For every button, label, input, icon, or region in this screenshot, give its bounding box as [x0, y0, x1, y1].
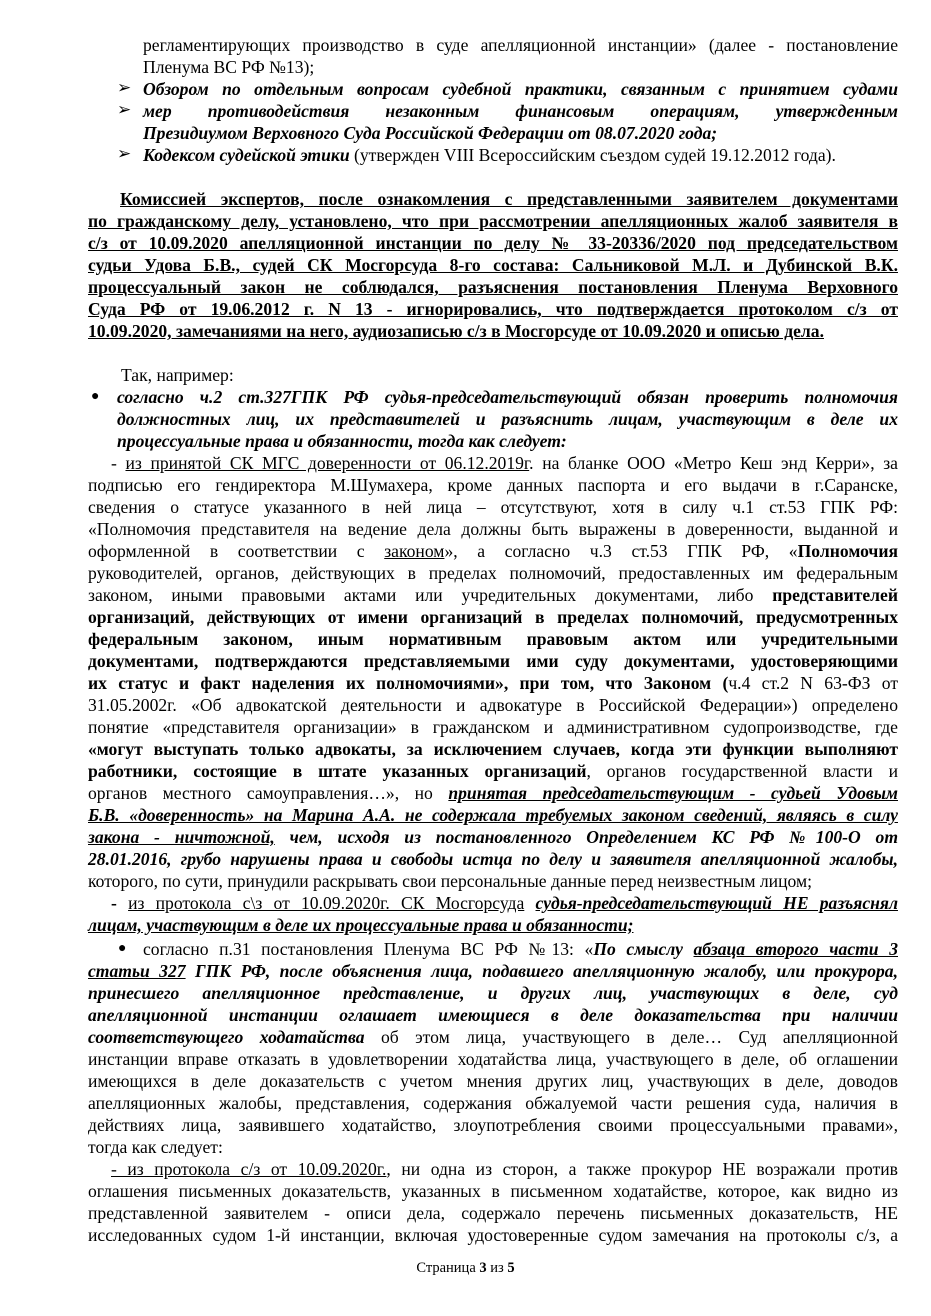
text-line: [88, 562, 898, 584]
text-line: [120, 188, 898, 210]
text-run: . на бланке ООО «Метро Кеш энд Керри», за: [529, 453, 898, 473]
text-line: [88, 606, 898, 628]
text-line: [88, 1026, 898, 1048]
text-run: закона - ничтожной,: [88, 827, 275, 847]
text-run: процессуальный закон не соблюдался, разъяснения постановления Пленума Верховного: [88, 277, 898, 297]
bullet-dot-icon: ●: [118, 941, 127, 956]
text-run: об этом лица, участвующего в деле… Суд апелляционной: [364, 1027, 899, 1047]
text-run: «могут выступать только адвокаты, за исключением случаев, когда эти функции выполняют: [88, 739, 898, 759]
text-run: из протокола с\з от 10.09.2020г. СК Мосгорсуда: [128, 893, 525, 913]
text-line: [111, 892, 898, 914]
text-run: Кодексом судейской этики: [143, 145, 350, 165]
text-run: согласно ч.2 ст.327ГПК РФ судья-председательствующий обязан проверить полномочия: [117, 387, 898, 407]
text-line: [88, 276, 898, 298]
text-run: действиях лица, заявившего ходатайство, злоупотребления своими процессуальными правами»,: [88, 1115, 898, 1135]
text-line: [88, 870, 812, 892]
text-run: Президиумом Верховного Суда Российской Федерации от 08.07.2020 года;: [143, 123, 718, 143]
text-run: », а согласно ч.3 ст.53 ГПК РФ, «: [444, 541, 798, 561]
text-run: абзаца второго части 3: [693, 939, 898, 959]
text-run: организаций, действующих от имени организаций в пределах полномочий, предусмотренных: [88, 607, 898, 627]
arrow-bullet-icon: ➢: [117, 78, 132, 97]
arrow-bullet-icon: ➢: [117, 144, 132, 163]
text-run: Так, например:: [121, 365, 234, 385]
text-line: [88, 1180, 898, 1202]
text-line: [88, 1070, 898, 1092]
text-run: судьи Удова Б.В., судей СК Мосгорсуда 8-го состава: Сальниковой М.Л. и Дубинской В.К.: [88, 255, 898, 275]
text-line: [143, 34, 898, 56]
text-run: органов местного самоуправления…», но: [88, 783, 449, 803]
text-run: -: [111, 893, 129, 913]
text-line: [88, 1048, 898, 1070]
text-run: - из протокола с/з от 10.09.2020г.: [111, 1159, 387, 1179]
text-line: [88, 848, 898, 870]
text-run: принятая председательствующим - судьей Удовым: [448, 783, 898, 803]
text-line: [117, 408, 898, 430]
text-run: Б.В. «доверенность» на Марина А.А. не содержала требуемых законом сведений, являясь в силу: [88, 805, 898, 825]
text-line: [88, 826, 898, 848]
text-run: апелляционной инстанции оглашает имеющиеся в деле доказательства при наличии: [88, 1005, 898, 1025]
text-line: [88, 518, 898, 540]
text-line: [88, 540, 898, 562]
text-run: Суда РФ от 19.06.2012 г. N 13 - игнорировались, что подтверждается протоколом с/з от: [88, 299, 898, 319]
text-line: [143, 144, 836, 166]
text-run: представителей: [772, 585, 898, 605]
text-run: 31.05.2002г. «Об адвокатской деятельности и адвокатуре в Российской Федерации») определено: [88, 695, 898, 715]
text-run: оглашения письменных доказательств, указанных в письменном ходатайстве, которое, как видно из: [88, 1181, 898, 1201]
text-line: [88, 210, 898, 232]
text-run: понятие «представителя организации» в гражданском и административном судопроизводстве, где: [88, 717, 898, 737]
text-line: [88, 738, 898, 760]
text-run: лицам, участвующим в деле их процессуальные права и обязанности;: [88, 915, 634, 935]
arrow-bullet-icon: ➢: [117, 100, 132, 119]
text-line: [143, 122, 717, 144]
bullet-dot-icon: ●: [91, 389, 100, 404]
text-run: руководителей, органов, действующих в пределах полномочий, предоставленных им федеральным: [88, 563, 898, 583]
text-line: [88, 496, 898, 518]
text-run: согласно п.31 постановления Пленума ВС РФ №13: «: [143, 939, 594, 959]
page-footer: [0, 1259, 931, 1277]
text-line: [111, 452, 898, 474]
footer-prefix: Страница: [416, 1260, 476, 1276]
text-line: [88, 1004, 898, 1026]
text-run: законом, иными правовыми актами или учредительных документами, либо: [88, 585, 773, 605]
text-run: судья-председательствующий НЕ разъяснял: [535, 893, 898, 913]
text-line: [143, 78, 898, 100]
text-line: [88, 804, 898, 826]
text-line: [88, 760, 898, 782]
text-line: [88, 1114, 898, 1136]
text-run: 28.01.2016, грубо нарушены права и свободы истца по делу и заявителя апелляционной жалобы,: [88, 849, 898, 869]
text-line: [111, 1158, 898, 1180]
text-run: Пленума ВС РФ №13);: [143, 57, 315, 77]
text-run: процессуальные права и обязанности, тогда как следует:: [117, 431, 567, 451]
text-run: их статус и факт наделения их полномочиями», при том, что Законом (: [88, 673, 729, 693]
text-line: [88, 298, 898, 320]
text-line: [88, 960, 898, 982]
text-run: (утвержден VIII Всероссийским съездом судей 19.12.2012 года).: [349, 145, 836, 165]
text-run: регламентирующих производство в суде апелляционной инстанции» (далее - постановление: [143, 35, 898, 55]
text-run: оформленной в соответствии с: [88, 541, 385, 561]
text-line: [88, 1136, 223, 1158]
text-run: чем, исходя из постановленного Определением КС РФ №100-О от: [274, 827, 898, 847]
text-line: [88, 474, 898, 496]
text-run: апелляционных жалобы, представления, содержания обжалуемой части решения суда, наличия в: [88, 1093, 898, 1113]
text-line: [143, 56, 314, 78]
text-run: инстанции вправе отказать в удовлетворении ходатайства лица, участвующего в деле, об оглашении: [88, 1049, 898, 1069]
text-run: исследованных судом 1-й инстанции, включая удостоверенные судом замечания на протоколы с/з, а: [88, 1225, 898, 1245]
text-run: принесшего апелляционное представление, и других лиц, участвующих в деле, суд: [88, 983, 898, 1003]
text-run: сведения о статусе указанного в ней лица – отсутствуют, хотя в силу ч.1 ст.53 ГПК РФ:: [88, 497, 898, 517]
text-run: имеющихся в деле доказательств с учетом мнения других лиц, участвующих в деле, доводов: [88, 1071, 898, 1091]
text-run: мер противодействия незаконным финансовым операциям, утвержденным: [143, 101, 898, 121]
text-run: ч.4 ст.2 N 63-ФЗ от: [728, 673, 899, 693]
text-line: [88, 584, 898, 606]
text-run: По смыслу: [593, 939, 694, 959]
text-run: Полномочия: [797, 541, 898, 561]
text-run: соответствующего ходатайства: [88, 1027, 365, 1047]
text-run: которого, по сути, принудили раскрывать свои персональные данные перед неизвестным лицом;: [88, 871, 812, 891]
text-line: [143, 938, 898, 960]
text-run: по гражданскому делу, установлено, что при рассмотрении апелляционных жалоб заявителя в: [88, 211, 898, 231]
text-run: статьи 327: [88, 961, 186, 981]
text-line: [121, 364, 234, 386]
footer-middle: из: [490, 1260, 504, 1276]
text-line: [88, 1092, 898, 1114]
text-line: [88, 914, 633, 936]
text-line: [88, 1202, 898, 1224]
text-line: [117, 386, 898, 408]
text-run: из принятой СК МГС доверенности от 06.12.2019г: [125, 453, 530, 473]
text-line: [88, 628, 898, 650]
footer-current-page: 3: [479, 1260, 487, 1276]
text-line: [88, 320, 824, 342]
text-run: 10.09.2020, замечаниями на него, аудиозаписью с/з в Мосгорсуде от 10.09.2020 и описью дела.: [88, 321, 824, 341]
text-line: [88, 650, 898, 672]
text-run: , органов государственной власти и: [586, 761, 898, 781]
text-line: [88, 716, 898, 738]
text-run: с/з от 10.09.2020 апелляционной инстанции по делу № 33-20336/2020 под председательством: [88, 233, 898, 253]
text-run: представленной заявителем - описи дела, содержало перечень письменных доказательств, НЕ: [88, 1203, 898, 1223]
text-run: законом: [384, 541, 445, 561]
text-run: ГПК РФ, после объяснения лица, подавшего апелляционную жалобу, или прокурора,: [185, 961, 898, 981]
text-run: «Полномочия представителя на ведение дела должны быть выражены в доверенности, выданной и: [88, 519, 898, 539]
text-run: должностных лиц, их представителей и разъяснить лицам, участвующим в деле их: [117, 409, 898, 429]
footer-total-pages: 5: [507, 1260, 515, 1276]
text-run: [524, 893, 535, 913]
text-run: работники, состоящие в штате указанных организаций: [88, 761, 587, 781]
text-line: [88, 254, 898, 276]
text-line: [88, 982, 898, 1004]
text-run: Обзором по отдельным вопросам судебной практики, связанным с принятием судами: [143, 79, 898, 99]
text-line: [88, 672, 898, 694]
text-line: [88, 694, 898, 716]
text-line: [88, 232, 898, 254]
text-line: [88, 1224, 898, 1246]
text-line: [143, 100, 898, 122]
text-run: -: [111, 453, 126, 473]
text-line: [88, 782, 898, 804]
text-run: , ни одна из сторон, а также прокурор НЕ возражали против: [386, 1159, 898, 1179]
text-run: федеральным законом, иным нормативным правовым актом или учредительными: [88, 629, 898, 649]
text-run: Комиссией экспертов, после ознакомления с представленными заявителем документами: [120, 189, 898, 209]
text-run: подписью его гендиректора М.Шумахера, кроме данных паспорта и его выдачи в г.Саранске,: [88, 475, 898, 495]
text-line: [117, 430, 567, 452]
text-run: документами, подтверждаются представляемыми ими суду документами, удостоверяющими: [88, 651, 898, 671]
text-run: тогда как следует:: [88, 1137, 223, 1157]
